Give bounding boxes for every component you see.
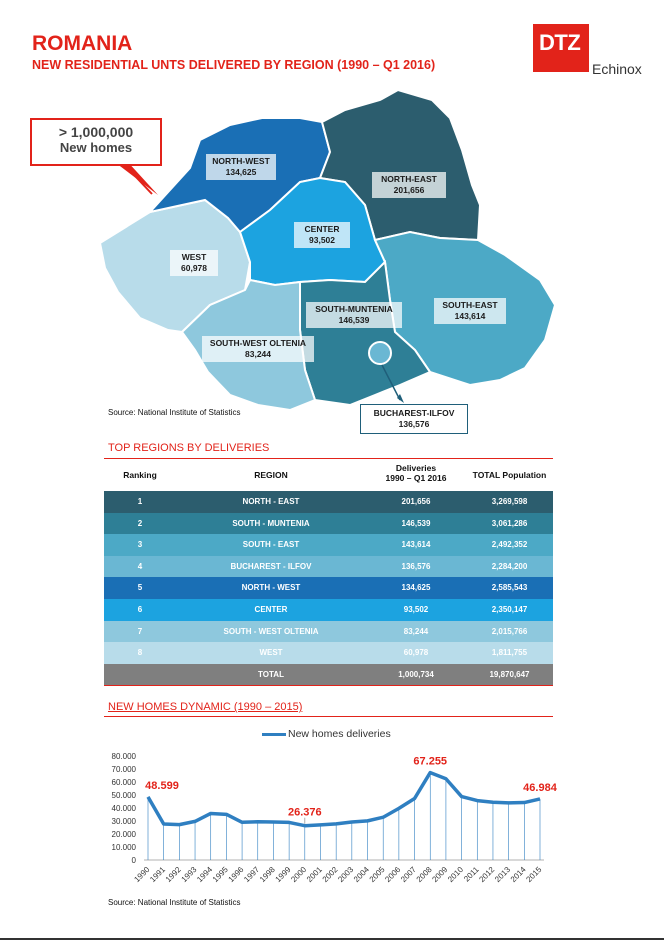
- x-tick-label: 2007: [399, 865, 418, 884]
- data-label: 48.599: [145, 779, 179, 792]
- data-label: 46.984: [523, 781, 557, 794]
- deliveries-cell: 146,539: [401, 518, 431, 528]
- new-homes-line-chart: [100, 742, 560, 900]
- y-tick-label: 40.000: [111, 804, 136, 813]
- region-cell: NORTH - WEST: [241, 583, 301, 593]
- y-tick-label: 80.000: [111, 752, 136, 761]
- section-divider: [104, 716, 553, 717]
- x-tick-label: 1993: [179, 865, 199, 884]
- page-subtitle: NEW RESIDENTIAL UNTS DELIVERED BY REGION (1990 – Q1 2016): [32, 58, 436, 72]
- population-cell: 2,015,766: [491, 626, 528, 636]
- rank-cell: 3: [137, 540, 143, 550]
- population-cell: 3,269,598: [491, 497, 528, 506]
- population-cell: 2,585,543: [491, 583, 528, 593]
- x-tick-label: 2009: [430, 865, 450, 884]
- x-tick-label: 1990: [132, 865, 152, 884]
- legend-label: New homes deliveries: [288, 728, 391, 740]
- region-cell: NORTH - EAST: [242, 497, 300, 506]
- rank-cell: 5: [137, 583, 143, 593]
- table-row: [104, 642, 553, 664]
- rank-cell: 2: [137, 518, 143, 528]
- population-cell: 3,061,286: [491, 518, 528, 528]
- region-cell: TOTAL: [258, 669, 284, 679]
- chart-source: Source: National Institute of Statistics: [108, 898, 241, 907]
- x-tick-label: 1996: [226, 865, 246, 884]
- x-tick-label: 2003: [336, 865, 356, 884]
- table-row: [104, 556, 553, 578]
- x-tick-label: 1992: [163, 865, 183, 884]
- header-deliveries: Deliveries 1990 – Q1 2016: [385, 463, 447, 483]
- x-tick-label: 1995: [210, 865, 230, 884]
- region-cell: WEST: [259, 648, 283, 658]
- population-cell: 2,492,352: [491, 540, 528, 550]
- header-population: TOTAL Population: [472, 470, 547, 480]
- region-cell: SOUTH - MUNTENIA: [232, 518, 310, 528]
- region-cell: BUCHAREST - ILFOV: [230, 561, 312, 571]
- region-label-south-west-oltenia: SOUTH-WEST OLTENIA 83,244: [202, 336, 314, 362]
- deliveries-cell: 1,000,734: [398, 669, 434, 679]
- section-divider: [104, 685, 553, 686]
- y-tick-label: 70.000: [111, 765, 136, 774]
- table-row: [104, 599, 553, 621]
- y-tick-label: 60.000: [111, 778, 136, 787]
- data-label: 26.376: [287, 806, 322, 819]
- deliveries-cell: 136,576: [401, 561, 431, 571]
- region-cell: SOUTH - EAST: [242, 540, 300, 550]
- x-tick-label: 1999: [273, 865, 293, 884]
- x-tick-label: 2001: [304, 865, 324, 884]
- region-label-bucharest-ilfov: BUCHAREST-ILFOV 136,576: [360, 404, 468, 434]
- x-tick-label: 2006: [383, 865, 403, 884]
- table-row: [104, 534, 553, 556]
- romania-map: [0, 0, 664, 440]
- x-tick-label: 2005: [367, 865, 387, 884]
- deliveries-cell: 93,502: [403, 604, 429, 614]
- table-row: [104, 491, 553, 513]
- section-divider: [104, 458, 553, 459]
- table-row: [104, 621, 553, 643]
- rank-cell: 4: [137, 561, 143, 571]
- chart-section-title: NEW HOMES DYNAMIC (1990 – 2015): [108, 701, 303, 713]
- callout-value: > 1,000,000: [58, 124, 134, 140]
- callout-label: New homes: [59, 140, 133, 155]
- region-label-south-muntenia: SOUTH-MUNTENIA 146,539: [306, 302, 402, 328]
- deliveries-cell: 83,244: [403, 626, 429, 636]
- x-tick-label: 2004: [351, 865, 371, 884]
- chart-legend: [262, 728, 391, 740]
- deliveries-cell: 134,625: [401, 583, 431, 593]
- region-label-north-east: NORTH-EAST 201,656: [372, 172, 446, 198]
- region-cell: CENTER: [254, 604, 288, 614]
- logo-sub-text: Echinox: [592, 61, 642, 77]
- population-cell: 2,284,200: [491, 561, 528, 571]
- deliveries-cell: 143,614: [401, 540, 431, 550]
- x-tick-label: 1998: [257, 865, 277, 884]
- region-label-north-west: NORTH-WEST 134,625: [206, 154, 276, 180]
- x-tick-label: 2012: [477, 865, 497, 884]
- y-tick-label: 50.000: [111, 791, 136, 800]
- table-section-title: TOP REGIONS BY DELIVERIES: [108, 442, 270, 454]
- y-tick-label: 0: [131, 856, 136, 865]
- header-region: REGION: [254, 470, 288, 480]
- page-bottom-rule: [0, 938, 664, 940]
- x-tick-label: 1997: [242, 865, 262, 884]
- map-source: Source: National Institute of Statistics: [108, 408, 241, 417]
- table-row: [104, 577, 553, 599]
- x-tick-label: 1994: [195, 865, 215, 884]
- x-tick-label: 2010: [446, 865, 466, 884]
- x-tick-label: 2000: [289, 865, 309, 884]
- table-total-row: [104, 664, 553, 686]
- y-tick-label: 10.000: [111, 843, 136, 852]
- x-tick-label: 2008: [414, 865, 434, 884]
- region-label-south-east: SOUTH-EAST 143,614: [434, 298, 506, 324]
- x-tick-label: 2011: [462, 865, 481, 884]
- x-tick-label: 2014: [508, 865, 528, 884]
- logo-main-text: DTZ: [539, 30, 581, 55]
- total-homes-callout: [30, 118, 162, 166]
- rank-cell: 7: [137, 626, 143, 636]
- page-title: ROMANIA: [32, 32, 133, 55]
- series-line-new-homes: [148, 773, 540, 826]
- header-ranking: Ranking: [123, 470, 157, 480]
- table-row: [104, 513, 553, 535]
- map-region-bucharest-ilfov: [369, 342, 391, 364]
- y-tick-label: 20.000: [111, 830, 136, 839]
- rank-cell: 1: [137, 497, 143, 506]
- region-cell: SOUTH - WEST OLTENIA: [223, 626, 319, 636]
- y-tick-label: 30.000: [111, 817, 136, 826]
- legend-swatch: [262, 733, 286, 736]
- population-cell: 1,811,755: [491, 648, 528, 658]
- population-cell: 19,870,647: [489, 669, 530, 679]
- table-header: [104, 460, 553, 488]
- population-cell: 2,350,147: [491, 604, 528, 614]
- rank-cell: 6: [137, 604, 143, 614]
- region-label-center: CENTER 93,502: [294, 222, 350, 248]
- deliveries-cell: 60,978: [403, 648, 429, 658]
- rank-cell: 8: [137, 648, 143, 658]
- x-tick-label: 2015: [524, 865, 544, 884]
- data-label: 67.255: [413, 755, 448, 768]
- regions-table: [104, 491, 553, 685]
- x-tick-label: 1991: [148, 865, 168, 884]
- deliveries-cell: 201,656: [401, 497, 431, 506]
- x-tick-label: 2002: [320, 865, 340, 884]
- region-label-west: WEST 60,978: [170, 250, 218, 276]
- x-tick-label: 2013: [493, 865, 513, 884]
